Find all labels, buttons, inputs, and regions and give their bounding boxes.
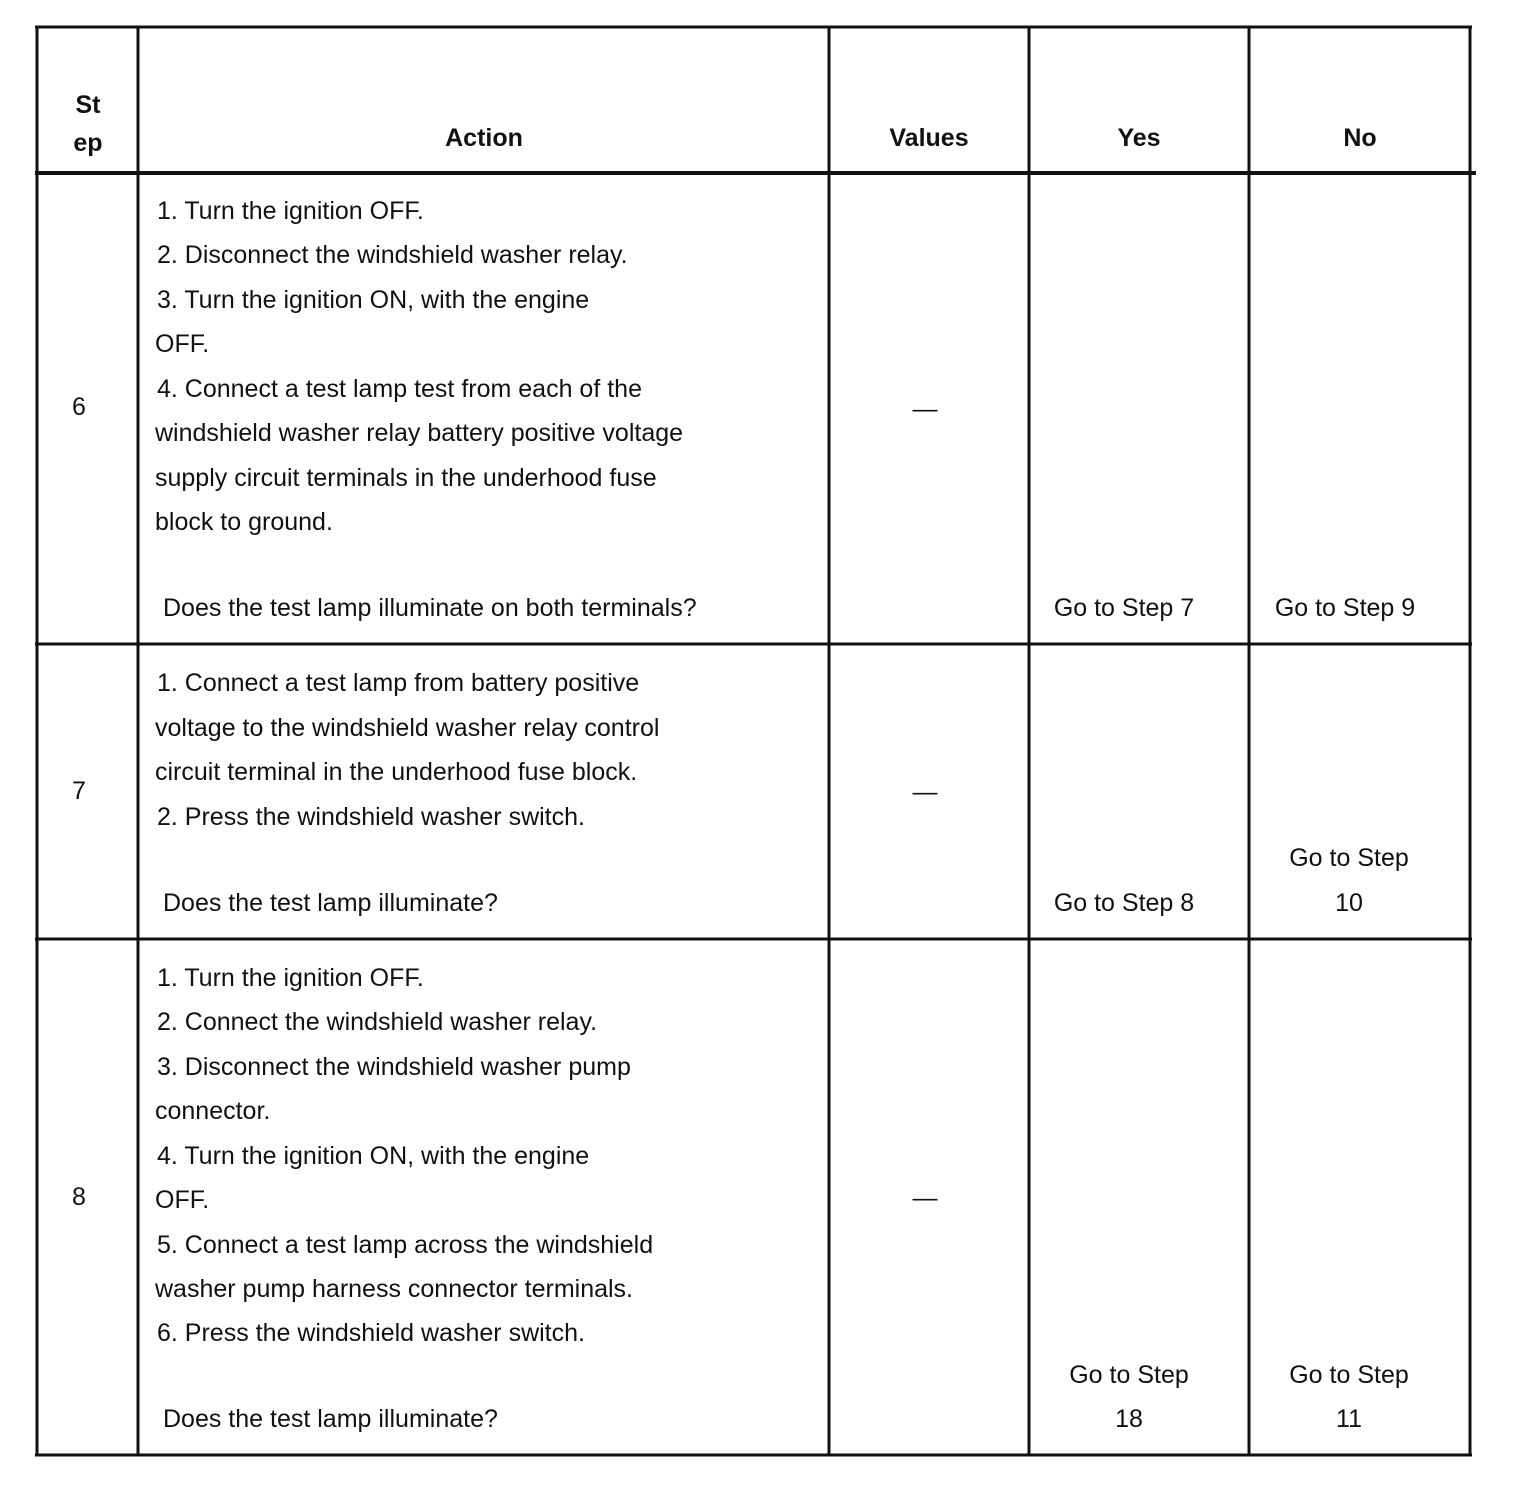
no-cell: Go to Step [1289, 1361, 1409, 1389]
header-values: Values [889, 124, 969, 152]
action-line: 1. Turn the ignition OFF. [157, 964, 424, 992]
yes-cell: Go to Step 8 [1053, 889, 1195, 917]
action-line: 6. Press the windshield washer switch. [157, 1319, 585, 1347]
action-question: Does the test lamp illuminate? [163, 889, 498, 917]
step-number: 8 [72, 1183, 86, 1211]
action-question: Does the test lamp illuminate? [163, 1405, 498, 1433]
value-cell: — [912, 395, 938, 423]
action-line: windshield washer relay battery positive voltage [155, 419, 684, 447]
no-cell-line2: 10 [1335, 889, 1363, 917]
action-line: 4. Turn the ignition ON, with the engine [157, 1142, 590, 1170]
action-line: 1. Connect a test lamp from battery positive [157, 669, 640, 697]
action-question: Does the test lamp illuminate on both terminals? [163, 594, 697, 622]
action-line: 3. Turn the ignition ON, with the engine [157, 286, 590, 314]
action-line: voltage to the windshield washer relay control [155, 714, 660, 742]
yes-cell: Go to Step 7 [1053, 594, 1195, 622]
no-cell: Go to Step 9 [1274, 594, 1416, 622]
action-line: 2. Connect the windshield washer relay. [157, 1008, 598, 1036]
step-number: 6 [72, 393, 86, 421]
header-step: St ep [73, 91, 103, 157]
action-line: connector. [155, 1097, 271, 1125]
no-cell: Go to Step [1289, 844, 1409, 872]
header-yes: Yes [1117, 124, 1161, 152]
value-cell: — [912, 778, 938, 806]
action-line: circuit terminal in the underhood fuse block. [155, 758, 638, 786]
action-line: washer pump harness connector terminals. [155, 1275, 634, 1303]
header-action: Action [445, 124, 523, 152]
action-line: block to ground. [155, 508, 333, 536]
action-line: 2. Disconnect the windshield washer relay. [157, 241, 628, 269]
step-number: 7 [72, 777, 86, 805]
no-cell-line2: 11 [1336, 1405, 1362, 1433]
action-line: 1. Turn the ignition OFF. [157, 197, 424, 225]
value-cell: — [912, 1184, 938, 1212]
action-line: OFF. [155, 330, 210, 358]
yes-cell: Go to Step [1069, 1361, 1189, 1389]
action-line: 4. Connect a test lamp test from each of the [157, 375, 642, 403]
action-line: 5. Connect a test lamp across the windshield [157, 1231, 654, 1259]
header-no: No [1343, 124, 1377, 152]
yes-cell-line2: 18 [1115, 1405, 1143, 1433]
action-line: 2. Press the windshield washer switch. [157, 803, 585, 831]
action-line: 3. Disconnect the windshield washer pump [157, 1053, 631, 1081]
action-line: OFF. [155, 1186, 210, 1214]
action-line: supply circuit terminals in the underhood fuse [155, 464, 657, 492]
